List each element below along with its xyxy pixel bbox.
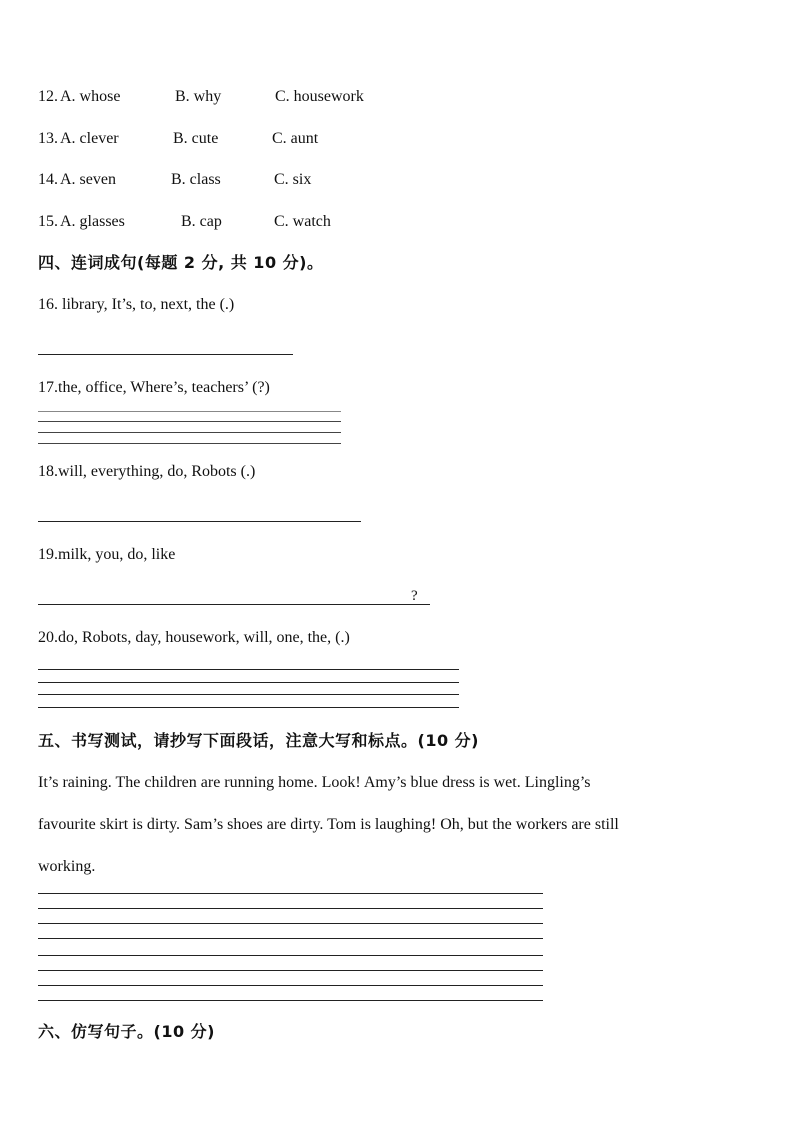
answer-line — [38, 669, 459, 670]
option-a: A. seven — [60, 171, 116, 188]
question-number: 13. — [38, 130, 58, 147]
question-17: 17.the, office, Where’s, teachers’ (?) — [38, 379, 270, 396]
copy-paragraph-line: It’s raining. The children are running home. Look! Amy’s blue dress is wet. Lingling’s — [38, 774, 591, 791]
answer-line — [38, 604, 430, 605]
writing-line — [38, 1000, 543, 1001]
option-b: B. class — [171, 171, 221, 188]
question-20: 20.do, Robots, day, housework, will, one, the, (.) — [38, 629, 350, 646]
question-18: 18.will, everything, do, Robots (.) — [38, 463, 256, 480]
writing-line — [38, 893, 543, 894]
writing-line — [38, 955, 543, 956]
question-number: 12. — [38, 88, 58, 105]
writing-line — [38, 923, 543, 924]
question-number: 15. — [38, 213, 58, 230]
answer-line — [38, 521, 361, 522]
option-b: B. why — [175, 88, 222, 105]
writing-line — [38, 938, 543, 939]
answer-line — [38, 707, 459, 708]
option-c: C. watch — [274, 213, 331, 230]
option-b: B. cap — [181, 213, 222, 230]
answer-line — [38, 694, 459, 695]
answer-line — [38, 432, 341, 433]
option-a: A. glasses — [60, 213, 125, 230]
option-a: A. whose — [60, 88, 121, 105]
answer-line — [38, 354, 293, 355]
option-c: C. aunt — [272, 130, 319, 147]
copy-paragraph-line: working. — [38, 858, 96, 875]
question-mark: ? — [411, 588, 418, 604]
option-b: B. cute — [173, 130, 219, 147]
question-number: 14. — [38, 171, 58, 188]
answer-line — [38, 682, 459, 683]
option-c: C. six — [274, 171, 312, 188]
writing-line — [38, 908, 543, 909]
option-c: C. housework — [275, 88, 364, 105]
section-4-title: 四、连词成句(每题 2 分, 共 10 分)。 — [38, 253, 324, 272]
option-a: A. clever — [60, 130, 119, 147]
answer-line — [38, 443, 341, 444]
question-16: 16. library, It’s, to, next, the (.) — [38, 296, 235, 313]
answer-line — [38, 421, 341, 422]
copy-paragraph-line: favourite skirt is dirty. Sam’s shoes are dirty. Tom is laughing! Oh, but the workers are still — [38, 816, 619, 833]
answer-line — [38, 411, 341, 412]
question-19: 19.milk, you, do, like — [38, 546, 176, 563]
writing-line — [38, 985, 543, 986]
writing-line — [38, 970, 543, 971]
section-5-title: 五、书写测试，请抄写下面段话，注意大写和标点。(10 分) — [38, 731, 479, 750]
section-6-title: 六、仿写句子。(10 分) — [38, 1022, 215, 1041]
